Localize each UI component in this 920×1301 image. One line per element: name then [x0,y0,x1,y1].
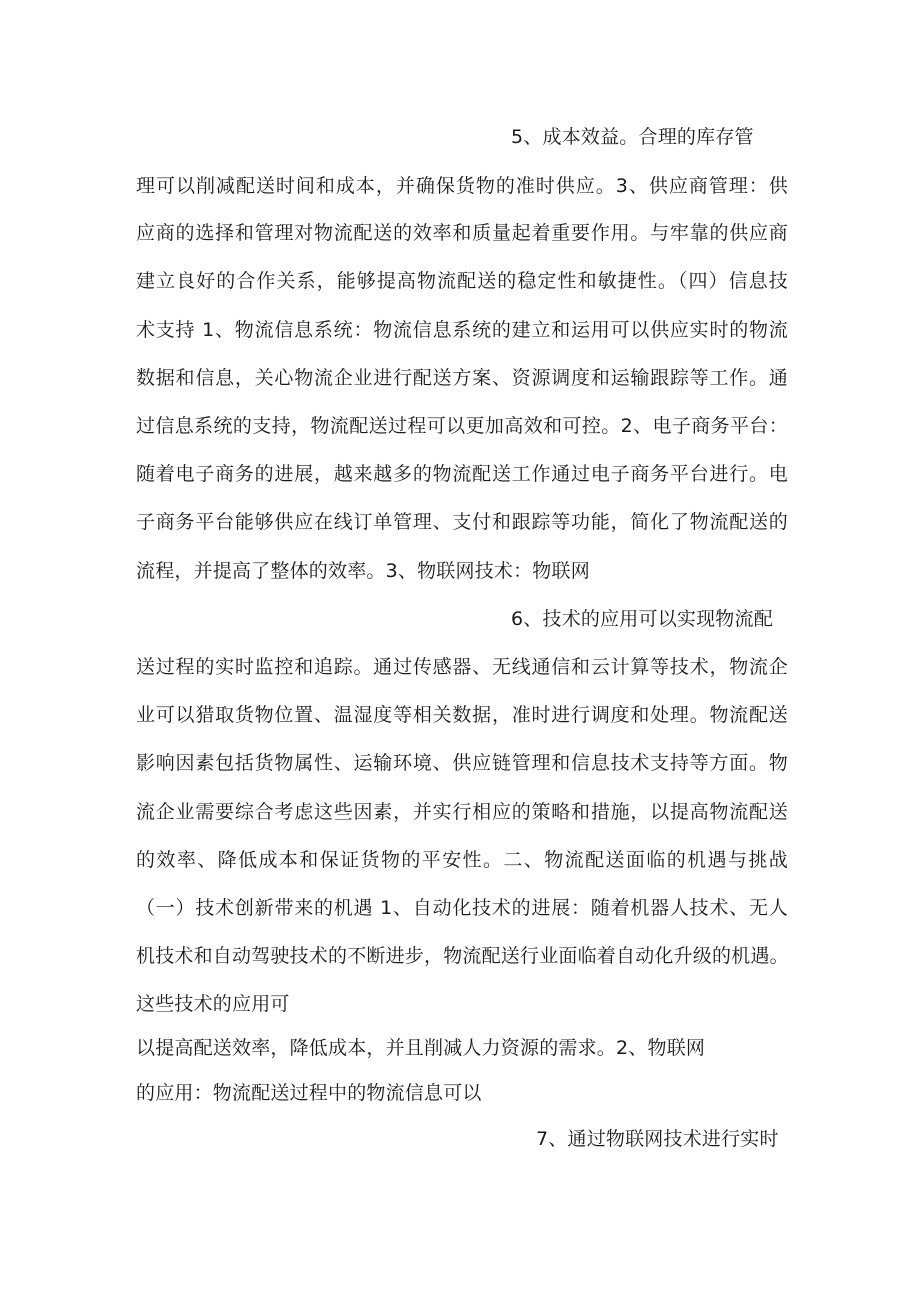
text-line-1: 5、成本效益。合理的库存管 [511,126,754,148]
text-line-3: 应商的选择和管理对物流配送的效率和质量起着重要作用。与牢靠的供应商 [136,222,788,244]
text-line-21: 的应用：物流配送过程中的物流信息可以 [136,1082,482,1104]
text-line-11: 6、技术的应用可以实现物流配 [511,608,773,630]
text-line-12: 送过程的实时监控和追踪。通过传感器、无线通信和云计算等技术，物流企 [136,656,788,678]
text-line-17: （一）技术创新带来的机遇 1、自动化技术的进展：随着机器人技术、无人 [136,897,788,919]
text-line-4: 建立良好的合作关系，能够提高物流配送的稳定性和敏捷性。（四）信息技 [136,270,788,292]
text-line-7: 过信息系统的支持，物流配送过程可以更加高效和可控。2、电子商务平台： [136,415,788,437]
text-line-2: 理可以削减配送时间和成本，并确保货物的准时供应。3、供应商管理：供 [136,175,788,197]
text-line-16: 的效率、降低成本和保证货物的平安性。二、物流配送面临的机遇与挑战 [136,849,788,871]
text-line-8: 随着电子商务的进展，越来越多的物流配送工作通过电子商务平台进行。电 [136,463,788,485]
text-line-14: 影响因素包括货物属性、运输环境、供应链管理和信息技术支持等方面。物 [136,752,788,774]
text-line-5: 术支持 1、物流信息系统：物流信息系统的建立和运用可以供应实时的物流 [136,319,788,341]
text-line-6: 数据和信息，关心物流企业进行配送方案、资源调度和运输跟踪等工作。通 [136,367,788,389]
text-line-13: 业可以猎取货物位置、温湿度等相关数据，准时进行调度和处理。物流配送 [136,704,788,726]
text-line-22: 7、通过物联网技术进行实时 [536,1128,779,1150]
text-line-18: 机技术和自动驾驶技术的不断进步，物流配送行业面临着自动化升级的机遇。 [136,945,789,967]
text-line-20: 以提高配送效率，降低成本，并且削减人力资源的需求。2、物联网 [136,1037,706,1059]
text-line-19: 这些技术的应用可 [136,993,290,1015]
text-line-9: 子商务平台能够供应在线订单管理、支付和跟踪等功能，简化了物流配送的 [136,511,788,533]
text-line-10: 流程，并提高了整体的效率。3、物联网技术：物联网 [136,560,590,582]
text-line-15: 流企业需要综合考虑这些因素，并实行相应的策略和措施，以提高物流配送 [136,801,788,823]
